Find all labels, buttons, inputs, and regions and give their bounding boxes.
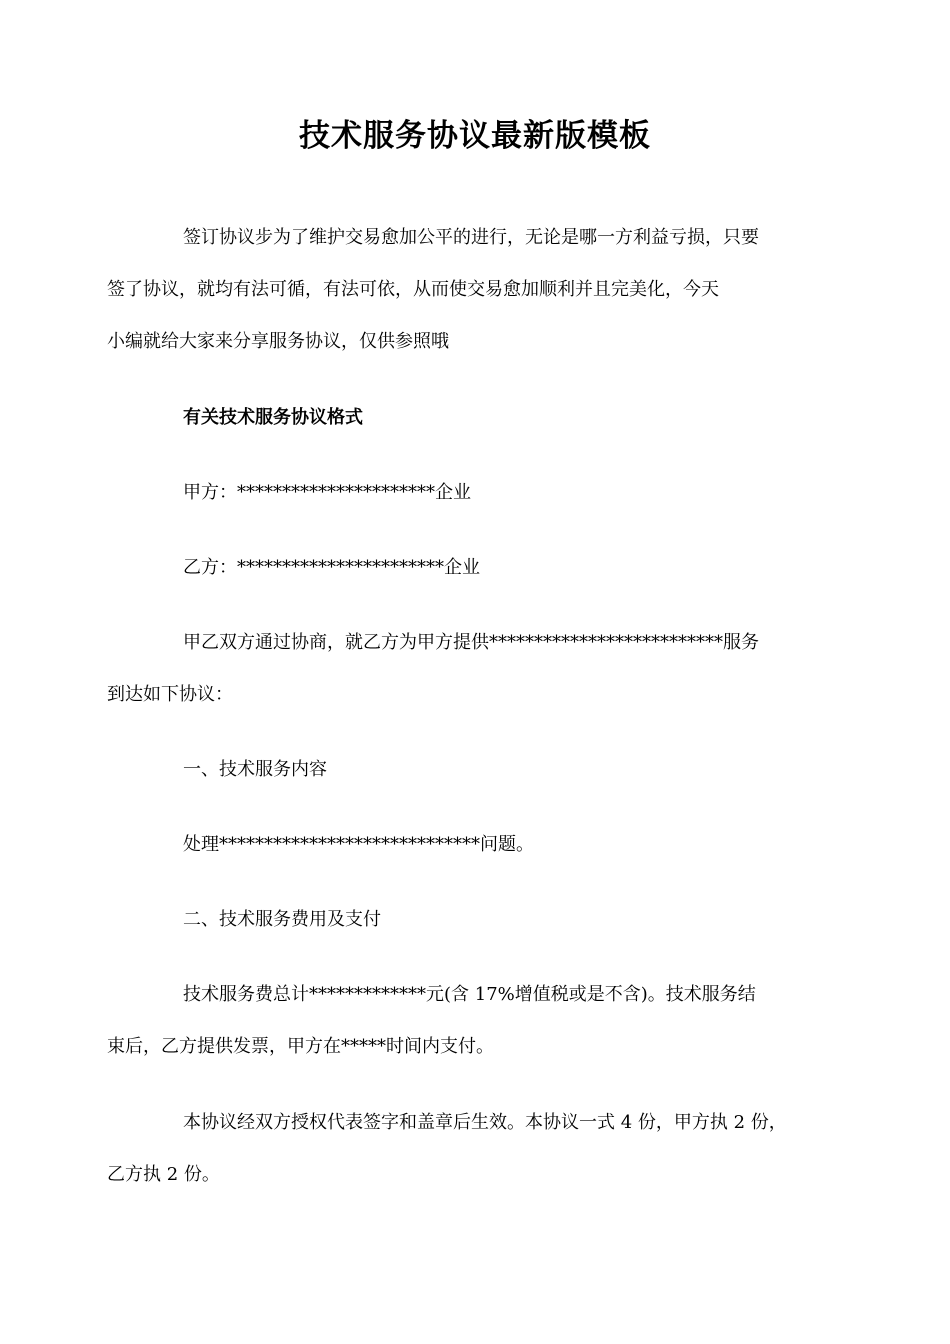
item1-body-text: 处理*****************************问题。 — [183, 834, 534, 855]
party-b-text: 乙方：***********************企业 — [183, 557, 480, 578]
intro-line-1: 签订协议步为了维护交易愈加公平的进行，无论是哪一方利益亏损，只要 — [183, 227, 759, 248]
party-a-text: 甲方：**********************企业 — [183, 482, 471, 503]
closing-paragraph — [107, 1097, 805, 1201]
section-heading-text: 有关技术服务协议格式 — [183, 407, 363, 428]
item1-heading — [145, 744, 805, 796]
item1-body — [145, 819, 805, 871]
intro-paragraph — [107, 212, 805, 368]
closing-line-1: 本协议经双方授权代表签字和盖章后生效。本协议一式 4 份，甲方执 2 份， — [183, 1112, 787, 1133]
closing-line-2: 乙方执 2 份。 — [107, 1164, 220, 1185]
agreement-line-2: 到达如下协议： — [107, 684, 233, 705]
party-a — [145, 467, 805, 519]
agreement-line-1: 甲乙双方通过协商，就乙方为甲方提供**************************服务 — [183, 632, 759, 653]
item2-heading — [145, 894, 805, 946]
document-title: 技术服务协议最新版模板 — [299, 118, 651, 154]
party-b — [145, 542, 805, 594]
intro-line-2: 签了协议，就均有法可循，有法可依，从而使交易愈加顺利并且完美化，今天 — [107, 279, 719, 300]
item2-body — [107, 969, 805, 1073]
item2-body-line-2: 束后，乙方提供发票，甲方在*****时间内支付。 — [107, 1036, 494, 1057]
item2-body-line-1: 技术服务费总计*************元(含 17%增值税或是不含)。技术服务结 — [183, 984, 756, 1005]
item2-heading-text: 二、技术服务费用及支付 — [183, 909, 381, 930]
agreement-clause — [107, 617, 805, 721]
item1-heading-text: 一、技术服务内容 — [183, 759, 327, 780]
section-heading — [145, 392, 805, 444]
intro-line-3: 小编就给大家来分享服务协议，仅供参照哦 — [107, 331, 449, 352]
